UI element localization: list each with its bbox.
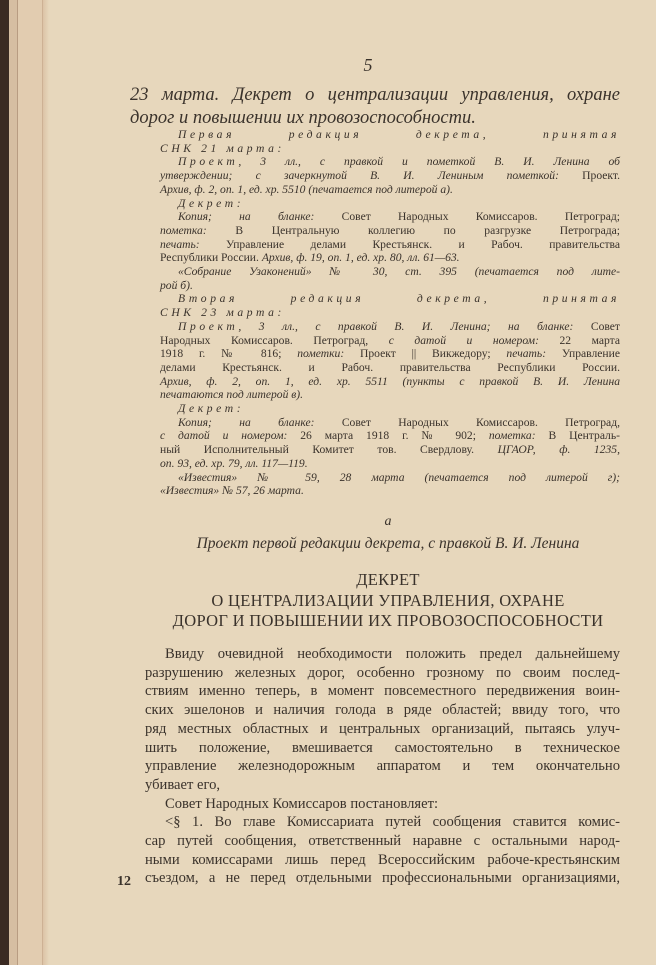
note-text: Первая редакция декрета, принятая [178,128,620,141]
note-line [178,155,620,169]
body-line: сар путей сообщения, ответственный наравне с остальными народ- [145,833,620,849]
note-line [178,265,620,279]
section-number: 5 [363,55,373,75]
note-text: СНК 23 марта: [160,306,286,320]
note-line [178,128,620,142]
note-line [178,416,620,430]
note-line [160,484,620,498]
note-text: Проект [178,319,239,333]
body-line: убивает его, [145,776,221,793]
note-line [160,347,620,361]
body-line: ских эшелонов и наличия голода в ряде областей; ввиду того, что [145,702,620,719]
body-line: ствиям именно теперь, в момент повсеместного передвижения воин- [145,683,620,700]
note-line [160,183,620,197]
note-text: В Центральную коллегию по разгрузке Петрограда; [235,223,620,237]
note-text: «Известия» № 59, 28 марта (печатается под литерой г); [178,470,620,484]
note-text: Управление делами Крестьянск. и Рабоч. правительства [226,237,620,251]
note-text: Архив, ф. 2, оп. 1, ед. хр. 5511 (пункты с правкой В. И. Ленина [160,374,620,388]
note-line [160,169,620,183]
note-line [160,238,620,252]
note-text: утверждении; с зачеркнутой В. И. Лениным пометкой: [160,169,583,183]
note-text: печатаются под литерой в). [160,388,304,402]
note-line [178,320,620,334]
note-text: печать: [506,347,562,361]
note-text: пометка: [488,429,549,443]
note-text: ЦГАОР, ф. 1235, [497,443,620,457]
note-line [160,443,620,457]
note-text: с датой и номером: [160,429,301,443]
note-line [160,251,620,265]
note-text: Архив, ф. 19, оп. 1, ед. хр. 80, лл. 61—63. [261,251,460,265]
note-text: рой б). [160,278,193,292]
note-line [160,142,620,156]
note-text: СНК 21 марта: [160,141,286,155]
note-text: пометка: [160,223,236,237]
note-text: Проект [178,155,239,169]
note-line [160,375,620,389]
page-edge [18,0,43,965]
body-line: ряд местных областных и центральных организаций, пытаясь улуч- [145,720,620,737]
note-text: Республики России. [160,251,262,265]
letter-marker: а [384,514,392,529]
note-text: Совет [590,319,620,333]
note-text: пометки: [297,347,360,361]
note-line [160,361,620,375]
note-text: Народных Комиссаров. Петроград, [160,333,389,347]
body-line: съездом, а не перед отдельными профессиональными организациями, [145,870,620,887]
note-text: Декрет: [178,196,245,210]
book-spine-edge [0,0,9,965]
note-text: 26 марта 1918 г. № 902; [300,429,489,443]
document-title-line: 23 марта. Декрет о централизации управления, охране [130,85,620,105]
page-shadow [43,0,49,965]
note-text: 1918 г. № 816; [160,347,298,361]
note-line [160,429,620,443]
note-text: , 3 лл., с правкой В. И. Ленина; на бланке: [238,319,591,333]
decree-heading: ДЕКРЕТ [356,570,420,589]
note-line [160,457,620,471]
body-line: <§ 1. Во главе Комиссариата путей сообщения ставится комис- [165,814,620,831]
page-edge [9,0,18,965]
subtitle: Проект первой редакции декрета, с правкой В. И. Ленина [196,535,580,552]
document-title-line: дорог и повышении их провозоспособности. [130,108,476,128]
note-text: ный Исполнительный Комитет тов. Свердлову. [160,443,498,457]
note-line [160,388,620,402]
body-line: ными комиссарами лишь перед Всероссийским рабоче-крестьянским [145,851,620,868]
note-line [160,224,620,238]
page-number: 12 [117,874,131,889]
note-text: Архив, ф. 2, оп. 1, ед. хр. 5510 (печатается под литерой а). [160,182,453,196]
note-line [160,306,620,320]
note-text: Управление [561,347,620,361]
note-line [178,197,620,211]
note-text: Проект. [582,169,620,183]
note-line [160,334,620,348]
note-line [178,292,620,306]
note-text: В Централь- [548,429,620,443]
body-line: Ввиду очевидной необходимости положить предел дальнейшему [165,646,620,662]
note-text: оп. 93, ед. хр. 79, лл. 117—119. [160,456,308,470]
note-text: Копия; на бланке: [178,210,342,224]
note-text: Совет Народных Комиссаров. Петроград; [341,210,620,224]
note-line [160,279,620,293]
body-line: управление железнодорожным аппаратом и тем окончательно [145,758,620,775]
decree-heading: О ЦЕНТРАЛИЗАЦИИ УПРАВЛЕНИЯ, ОХРАНЕ [211,591,565,610]
note-text: печать: [160,237,227,251]
body-line: шить положение, вмешивается самостоятельно в техническое [145,739,620,756]
decree-heading: ДОРОГ И ПОВЫШЕНИИ ИХ ПРОВОЗОСПОСОБНОСТИ [172,611,604,630]
note-text: Проект || Викжедору; [360,347,507,361]
note-line [178,210,620,224]
note-text: Совет Народных Комиссаров. Петроград, [341,415,620,429]
note-text: Копия; на бланке: [178,415,342,429]
note-text: Вторая редакция декрета, принятая [178,292,620,306]
body-line: Совет Народных Комиссаров постановляет: [165,795,439,812]
note-text: 22 марта [559,333,620,347]
note-text: Декрет: [178,402,245,415]
note-text: «Собрание Узаконений» № 30, ст. 395 (печатается под лите- [178,265,620,278]
body-line: разрушению железных дорог, особенно грозному по своим послед- [145,664,620,681]
note-text: «Известия» № 57, 26 марта. [160,484,304,498]
note-text: , 3 лл., с правкой и пометкой В. И. Ленина об [238,155,620,169]
note-line [178,402,620,416]
note-text: с датой и номером: [388,333,560,347]
note-line [178,471,620,485]
note-text: делами Крестьянск. и Рабоч. правительства Республики России. [160,360,620,374]
